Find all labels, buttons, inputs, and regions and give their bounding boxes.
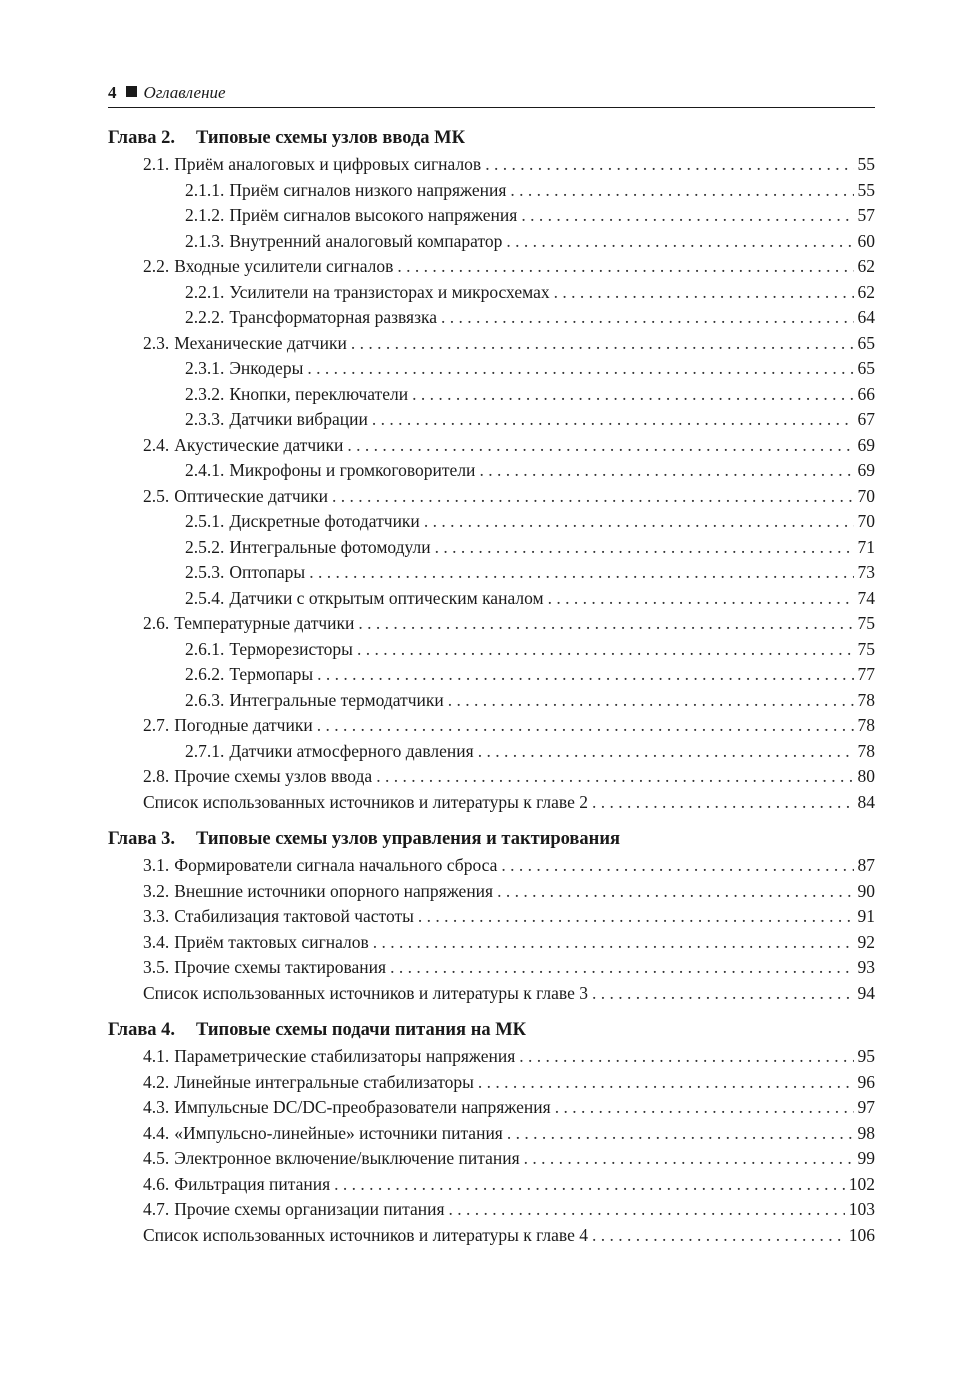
toc-entry[interactable] (108, 560, 875, 586)
page-header (108, 82, 875, 108)
toc-entry[interactable] (108, 535, 875, 561)
dot-leader (448, 688, 854, 714)
section-title: Параметрические стабилизаторы напряжения (174, 1046, 516, 1066)
section-title: Трансформаторная развязка (229, 307, 438, 327)
toc-entry[interactable] (108, 739, 875, 765)
page-ref: 73 (857, 562, 875, 582)
page-ref: 69 (857, 434, 875, 455)
page-ref: 84 (857, 791, 875, 812)
dot-leader (357, 637, 854, 663)
section-title: Термопары (229, 664, 314, 684)
toc-entry[interactable] (108, 254, 875, 280)
dot-leader (397, 254, 853, 280)
section-title: Микрофоны и громкоговорители (229, 460, 476, 480)
dot-leader (373, 930, 854, 956)
dot-leader (418, 904, 854, 930)
page-ref: 69 (857, 460, 875, 480)
toc-entry[interactable] (108, 879, 875, 905)
dot-leader (412, 382, 853, 408)
section-title: Приём сигналов низкого напряжения (229, 179, 507, 200)
section-number: 4.2. (143, 1071, 170, 1092)
section-title: Усилители на транзисторах и микросхемах (229, 281, 550, 302)
section-number: 2.5. (143, 485, 170, 506)
dot-leader (524, 1146, 854, 1172)
page-ref: 80 (857, 766, 875, 786)
section-title: Список использованных источников и литературы к главе 4 (143, 1224, 588, 1245)
section-number: 4.1. (143, 1046, 170, 1066)
section-title: Прочие схемы организации питания (174, 1199, 445, 1219)
page-ref: 96 (857, 1071, 875, 1092)
dot-leader (506, 229, 853, 255)
toc-entry[interactable] (108, 356, 875, 382)
section-title: Линейные интегральные стабилизаторы (174, 1071, 474, 1092)
section-title: Интегральные термодатчики (229, 689, 444, 710)
page-ref: 62 (857, 256, 875, 276)
dot-leader (554, 280, 854, 306)
page-ref: 74 (857, 587, 875, 608)
section-number: 2.1.1. (185, 179, 225, 200)
section-number: 2.4.1. (185, 460, 225, 480)
page-ref: 93 (857, 957, 875, 977)
toc-entry[interactable] (108, 1044, 875, 1070)
dot-leader (309, 560, 853, 586)
section-title: Дискретные фотодатчики (229, 511, 420, 531)
section-number: 2.8. (143, 766, 170, 786)
dot-leader (497, 879, 853, 905)
section-title: Приём тактовых сигналов (174, 931, 369, 952)
page-ref: 102 (848, 1173, 875, 1194)
page-ref: 65 (857, 358, 875, 378)
section-title: Электронное включение/выключение питания (174, 1148, 520, 1168)
section-title: Интегральные фотомодули (229, 536, 431, 557)
section-title: Приём аналоговых и цифровых сигналов (174, 154, 482, 174)
page-ref: 87 (857, 855, 875, 875)
table-of-contents (108, 124, 875, 1258)
section-number: 2.1.3. (185, 230, 225, 251)
toc-entry[interactable] (108, 484, 875, 510)
dot-leader (501, 853, 853, 879)
toc-entry[interactable] (108, 764, 875, 790)
section-number: 4.4. (143, 1122, 170, 1143)
toc-entry[interactable] (108, 433, 875, 459)
section-number: 3.5. (143, 957, 170, 977)
section-title: Оптические датчики (174, 485, 328, 506)
section-number: 3.1. (143, 855, 170, 875)
toc-entry[interactable] (108, 853, 875, 879)
dot-leader (548, 586, 854, 612)
toc-entry[interactable] (108, 1070, 875, 1096)
section-number: 2.6. (143, 613, 170, 633)
square-bullet-icon (126, 86, 137, 97)
chapter-heading[interactable] (108, 825, 875, 853)
toc-entry[interactable] (108, 229, 875, 255)
page-ref: 71 (857, 536, 875, 557)
section-number: 2.1.2. (185, 205, 225, 225)
dot-leader (507, 1121, 854, 1147)
page-ref: 62 (857, 281, 875, 302)
section-number: 4.5. (143, 1148, 170, 1168)
chapter-title: Типовые схемы узлов ввода МК (196, 128, 466, 148)
section-title: Внутренний аналоговый компаратор (229, 230, 503, 251)
toc-entry[interactable] (108, 981, 875, 1007)
page-ref: 78 (857, 740, 875, 761)
dot-leader (435, 535, 854, 561)
page-ref: 55 (857, 179, 875, 200)
section-number: 2.3.1. (185, 358, 225, 378)
dot-leader (592, 790, 854, 816)
page-ref: 77 (857, 664, 875, 684)
toc-entry[interactable] (108, 407, 875, 433)
toc-entry[interactable] (108, 904, 875, 930)
section-number: 2.1. (143, 154, 170, 174)
section-title: Список использованных источников и литературы к главе 2 (143, 791, 588, 812)
chapter-section (108, 1016, 875, 1248)
section-number: 3.3. (143, 906, 170, 926)
page-ref: 55 (857, 154, 875, 174)
section-title: Фильтрация питания (174, 1173, 331, 1194)
dot-leader (317, 662, 853, 688)
page-ref: 95 (857, 1046, 875, 1066)
section-title: Датчики с открытым оптическим каналом (229, 587, 544, 608)
section-number: 2.5.2. (185, 536, 225, 557)
section-number: 2.2.1. (185, 281, 225, 302)
dot-leader (478, 1070, 854, 1096)
section-number: 3.4. (143, 931, 170, 952)
section-number: 2.7. (143, 715, 170, 735)
dot-leader (510, 178, 853, 204)
page-number: 4 (108, 83, 117, 102)
page-ref: 94 (857, 982, 875, 1003)
chapter-title: Типовые схемы подачи питания на МК (196, 1020, 527, 1040)
section-number: 2.2. (143, 256, 170, 276)
section-title: Энкодеры (229, 358, 304, 378)
page-ref: 97 (857, 1097, 875, 1117)
page-ref: 78 (857, 689, 875, 710)
section-title: Формирователи сигнала начального сброса (174, 855, 498, 875)
toc-entry[interactable] (108, 331, 875, 357)
section-title: Датчики атмосферного давления (229, 740, 474, 761)
section-title: Стабилизация тактовой частоты (174, 906, 414, 926)
page-ref: 57 (857, 205, 875, 225)
dot-leader (519, 1044, 853, 1070)
section-number: 2.5.1. (185, 511, 225, 531)
running-title: Оглавление (143, 83, 226, 102)
dot-leader (372, 407, 854, 433)
dot-leader (347, 433, 853, 459)
dot-leader (555, 1095, 854, 1121)
dot-leader (479, 458, 853, 484)
page-ref: 64 (857, 307, 875, 327)
section-number: 2.4. (143, 434, 170, 455)
page-ref: 98 (857, 1122, 875, 1143)
toc-entry[interactable] (108, 1095, 875, 1121)
dot-leader (358, 611, 853, 637)
dot-leader (317, 713, 854, 739)
toc-entry[interactable] (108, 178, 875, 204)
page-ref: 75 (857, 613, 875, 633)
section-title: Датчики вибрации (229, 409, 368, 429)
toc-entry[interactable] (108, 688, 875, 714)
section-title: Погодные датчики (174, 715, 313, 735)
page-ref: 106 (848, 1224, 875, 1245)
dot-leader (441, 305, 853, 331)
section-title: Акустические датчики (174, 434, 344, 455)
dot-leader (592, 981, 854, 1007)
chapter-section (108, 124, 875, 815)
dot-leader (478, 739, 854, 765)
section-title: «Импульсно-линейные» источники питания (174, 1122, 503, 1143)
page-ref: 65 (857, 332, 875, 353)
section-number: 2.6.3. (185, 689, 225, 710)
dot-leader (332, 484, 854, 510)
chapter-label: Глава 3. (108, 829, 176, 849)
page-ref: 75 (857, 638, 875, 659)
page-ref: 103 (848, 1199, 875, 1219)
section-title: Внешние источники опорного напряжения (174, 880, 494, 901)
toc-entry[interactable] (108, 305, 875, 331)
toc-entry[interactable] (108, 458, 875, 484)
section-number: 2.6.2. (185, 664, 225, 684)
section-title: Терморезисторы (229, 638, 353, 659)
dot-leader (449, 1197, 845, 1223)
toc-entry[interactable] (108, 1223, 875, 1249)
dot-leader (521, 203, 853, 229)
toc-entry[interactable] (108, 955, 875, 981)
toc-entry[interactable] (108, 1146, 875, 1172)
page-ref: 90 (857, 880, 875, 901)
chapter-label: Глава 4. (108, 1020, 176, 1040)
toc-entry[interactable] (108, 382, 875, 408)
toc-entry[interactable] (108, 586, 875, 612)
section-number: 2.3.3. (185, 409, 225, 429)
page-ref: 67 (857, 409, 875, 429)
page-ref: 70 (857, 485, 875, 506)
section-number: 4.3. (143, 1097, 170, 1117)
page-ref: 70 (857, 511, 875, 531)
page-ref: 66 (857, 383, 875, 404)
section-title: Температурные датчики (174, 613, 355, 633)
section-title: Прочие схемы узлов ввода (174, 766, 373, 786)
page-ref: 99 (857, 1148, 875, 1168)
toc-entry[interactable] (108, 203, 875, 229)
toc-entry[interactable] (108, 280, 875, 306)
page-ref: 78 (857, 715, 875, 735)
dot-leader (592, 1223, 845, 1249)
chapter-title: Типовые схемы узлов управления и тактирования (196, 829, 621, 849)
page-ref: 92 (857, 931, 875, 952)
section-number: 2.3. (143, 332, 170, 353)
section-title: Приём сигналов высокого напряжения (229, 205, 518, 225)
toc-entry[interactable] (108, 1197, 875, 1223)
chapter-section (108, 825, 875, 1006)
toc-entry[interactable] (108, 713, 875, 739)
dot-leader (376, 764, 853, 790)
toc-entry[interactable] (108, 509, 875, 535)
dot-leader (390, 955, 853, 981)
section-number: 4.6. (143, 1173, 170, 1194)
section-title: Входные усилители сигналов (174, 256, 394, 276)
section-title: Оптопары (229, 562, 306, 582)
dot-leader (351, 331, 854, 357)
chapter-heading[interactable] (108, 124, 875, 152)
section-number: 2.2.2. (185, 307, 225, 327)
toc-entry[interactable] (108, 637, 875, 663)
dot-leader (485, 152, 853, 178)
dot-leader (307, 356, 853, 382)
toc-entry[interactable] (108, 790, 875, 816)
toc-entry[interactable] (108, 662, 875, 688)
page-ref: 91 (857, 906, 875, 926)
section-number: 2.5.3. (185, 562, 225, 582)
toc-entry[interactable] (108, 930, 875, 956)
section-title: Список использованных источников и литературы к главе 3 (143, 982, 588, 1003)
section-title: Импульсные DC/DC-преобразователи напряжения (174, 1097, 551, 1117)
section-title: Кнопки, переключатели (229, 383, 409, 404)
section-title: Прочие схемы тактирования (174, 957, 387, 977)
section-number: 2.3.2. (185, 383, 225, 404)
toc-entry[interactable] (108, 1172, 875, 1198)
page-ref: 60 (857, 230, 875, 251)
chapter-heading[interactable] (108, 1016, 875, 1044)
section-number: 2.6.1. (185, 638, 225, 659)
section-number: 2.7.1. (185, 740, 225, 761)
toc-entry[interactable] (108, 611, 875, 637)
dot-leader (424, 509, 854, 535)
section-number: 4.7. (143, 1199, 170, 1219)
chapter-label: Глава 2. (108, 128, 176, 148)
toc-entry[interactable] (108, 1121, 875, 1147)
section-number: 3.2. (143, 880, 170, 901)
toc-entry[interactable] (108, 152, 875, 178)
section-number: 2.5.4. (185, 587, 225, 608)
section-title: Механические датчики (174, 332, 347, 353)
dot-leader (334, 1172, 845, 1198)
